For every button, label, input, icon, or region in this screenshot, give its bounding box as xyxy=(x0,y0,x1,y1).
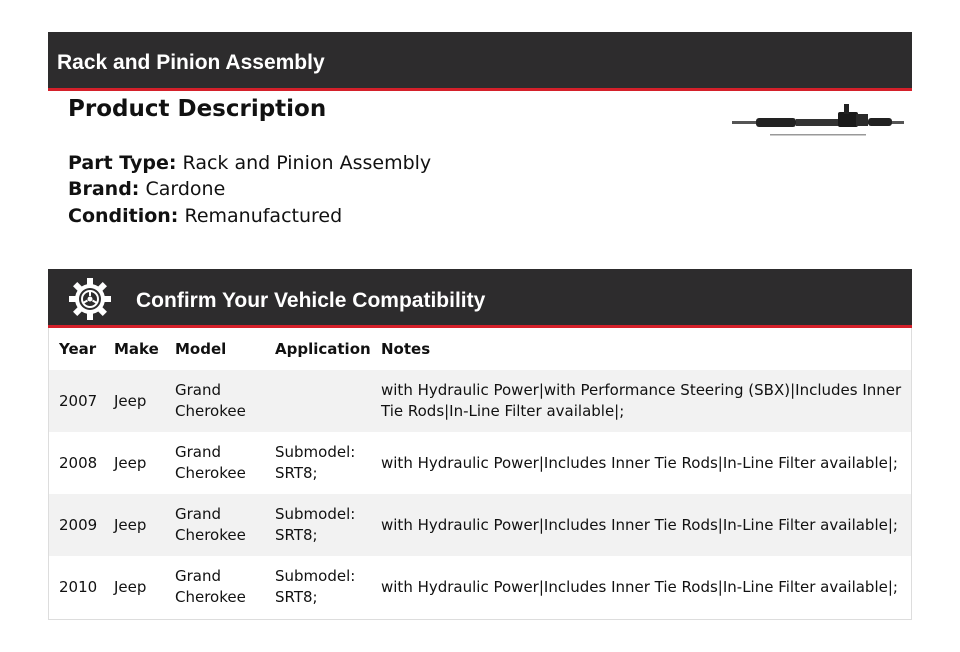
table-row xyxy=(49,494,911,556)
compatibility-title: Confirm Your Vehicle Compatibility xyxy=(136,289,486,312)
table-row xyxy=(49,370,911,432)
cell-make: Jeep xyxy=(104,494,165,556)
cell-year: 2009 xyxy=(49,494,104,556)
description-heading: Product Description xyxy=(68,96,327,122)
cell-model: Grand Cherokee xyxy=(175,443,246,482)
spec-value: Remanufactured xyxy=(184,205,343,227)
cell-notes: with Hydraulic Power|Includes Inner Tie Rods|In-Line Filter available|; xyxy=(381,453,898,472)
cell-make: Jeep xyxy=(114,577,147,596)
spec-label: Condition: xyxy=(68,205,179,227)
spec-value: Rack and Pinion Assembly xyxy=(182,152,432,174)
table-header-row xyxy=(49,328,911,370)
cell-year: 2010 xyxy=(59,577,98,596)
cell-application: Submodel: SRT8; xyxy=(275,443,356,482)
cell-notes: with Hydraulic Power|Includes Inner Tie Rods|In-Line Filter available|; xyxy=(371,494,911,556)
cell-notes: with Hydraulic Power|Includes Inner Tie Rods|In-Line Filter available|; xyxy=(381,577,898,596)
cell-application: Submodel: SRT8; xyxy=(275,567,356,606)
cell-make: Jeep xyxy=(104,370,165,432)
cell-application xyxy=(265,370,371,432)
spec-label: Brand: xyxy=(68,178,140,200)
product-title: Rack and Pinion Assembly xyxy=(57,51,325,74)
column-header-make: Make xyxy=(114,340,159,358)
cell-notes: with Hydraulic Power|with Performance Steering (SBX)|Includes Inner Tie Rods|In-Line Filter available|; xyxy=(371,370,911,432)
spec-part-type xyxy=(68,152,431,174)
spec-value: Cardone xyxy=(145,178,226,200)
cell-model: Grand Cherokee xyxy=(165,370,265,432)
product-image xyxy=(730,100,906,146)
gear-icon xyxy=(68,277,112,321)
column-header-notes: Notes xyxy=(381,340,431,358)
spec-condition xyxy=(68,205,342,227)
column-header-application: Application xyxy=(275,340,371,358)
compatibility-banner xyxy=(48,269,912,328)
cell-model: Grand Cherokee xyxy=(165,494,265,556)
compatibility-table xyxy=(48,328,912,620)
cell-model: Grand Cherokee xyxy=(175,567,246,606)
column-header-year: Year xyxy=(59,340,97,358)
cell-make: Jeep xyxy=(114,453,147,472)
column-header-model: Model xyxy=(175,340,227,358)
cell-application: Submodel: SRT8; xyxy=(265,494,371,556)
spec-label: Part Type: xyxy=(68,152,177,174)
cell-year: 2008 xyxy=(59,453,98,472)
table-row xyxy=(49,432,911,494)
table-row xyxy=(49,556,911,618)
product-title-banner xyxy=(48,32,912,91)
spec-brand xyxy=(68,178,225,200)
cell-year: 2007 xyxy=(49,370,104,432)
